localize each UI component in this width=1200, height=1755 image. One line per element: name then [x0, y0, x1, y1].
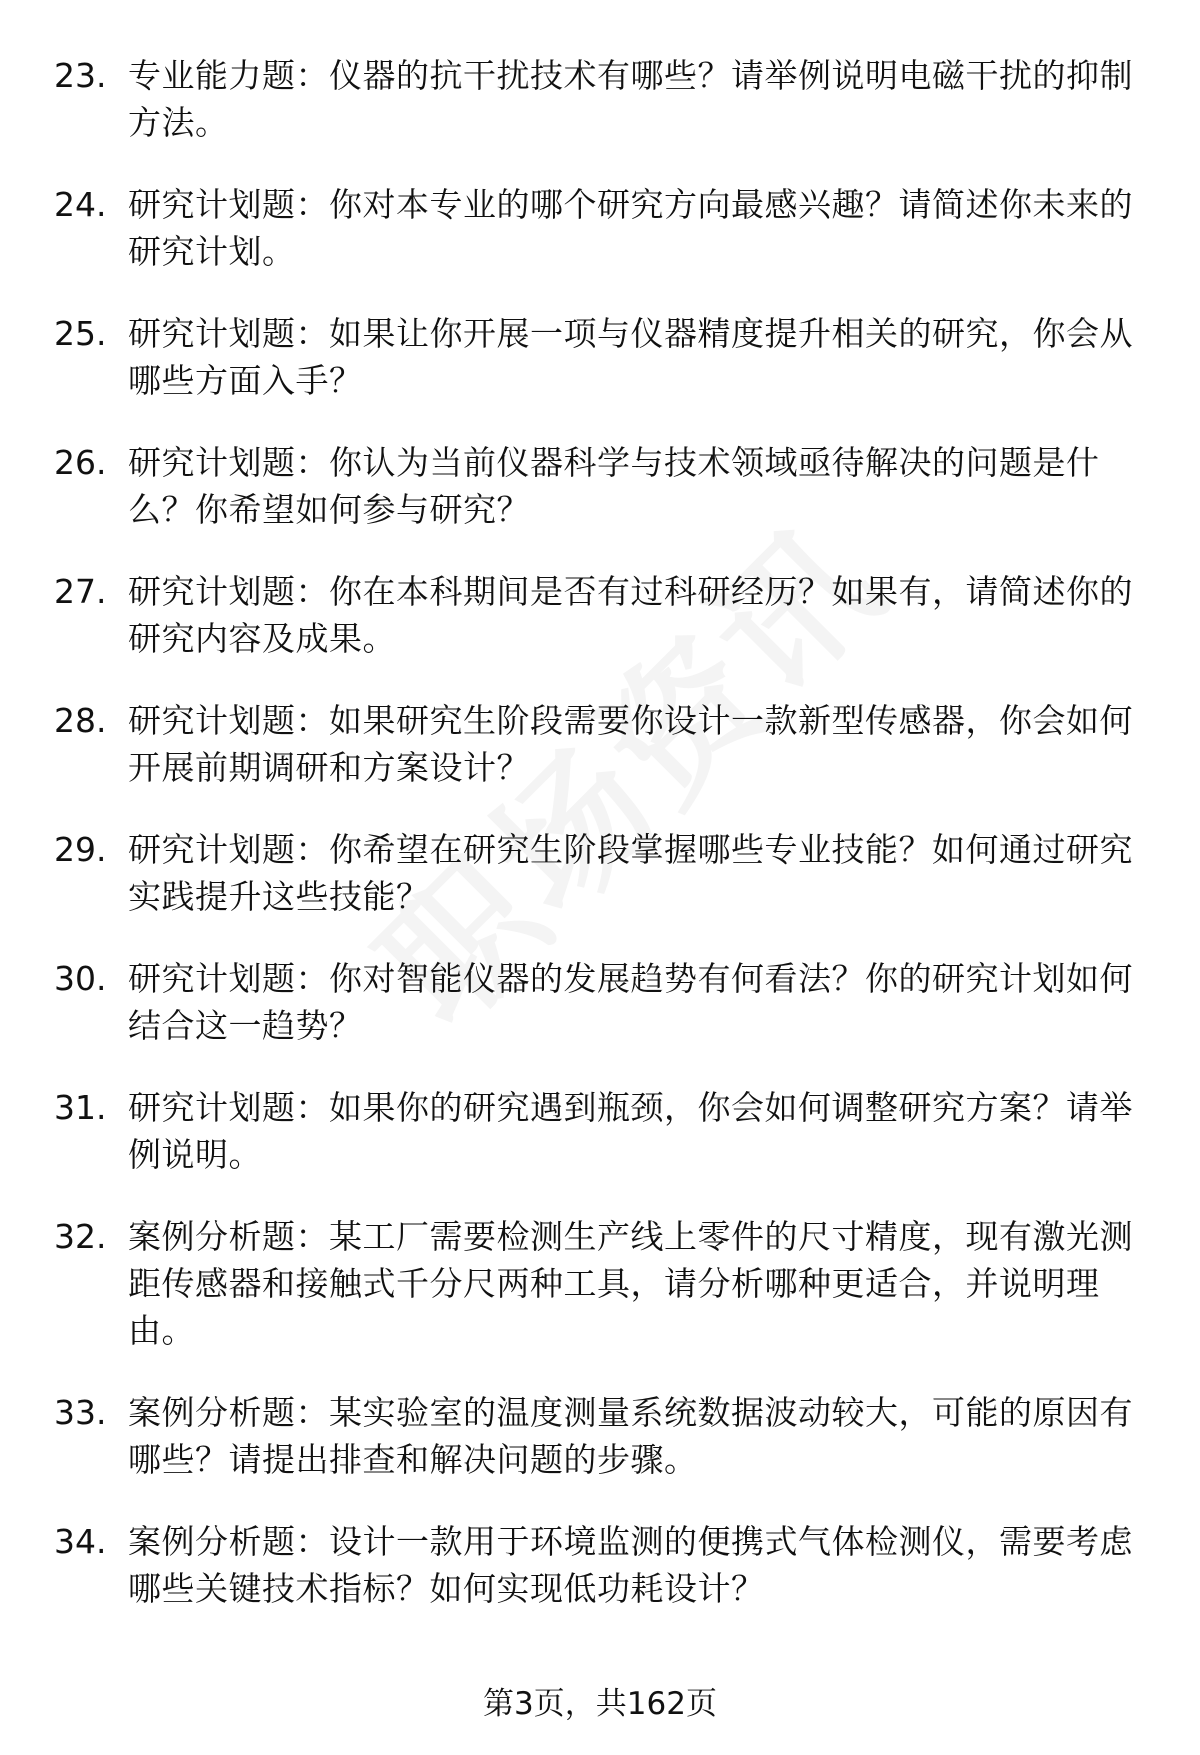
question-text: 研究计划题：你在本科期间是否有过科研经历？如果有，请简述你的研究内容及成果。	[128, 572, 1133, 658]
question-text: 研究计划题：你对智能仪器的发展趋势有何看法？你的研究计划如何结合这一趋势？	[128, 959, 1133, 1045]
question-item	[54, 955, 1144, 1049]
question-number: 26.	[54, 443, 107, 482]
question-item	[54, 697, 1144, 791]
question-number: 27.	[54, 572, 107, 611]
question-item	[54, 439, 1144, 533]
question-text: 研究计划题：如果你的研究遇到瓶颈，你会如何调整研究方案？请举例说明。	[128, 1088, 1133, 1174]
question-text: 案例分析题：某工厂需要检测生产线上零件的尺寸精度，现有激光测距传感器和接触式千分尺两种工具，请分析哪种更适合，并说明理由。	[128, 1217, 1133, 1350]
question-number: 25.	[54, 314, 107, 353]
question-number: 28.	[54, 701, 107, 740]
question-item	[54, 568, 1144, 662]
question-text: 研究计划题：你希望在研究生阶段掌握哪些专业技能？如何通过研究实践提升这些技能？	[128, 830, 1133, 916]
question-text: 研究计划题：你认为当前仪器科学与技术领域亟待解决的问题是什么？你希望如何参与研究？	[128, 443, 1100, 529]
question-number: 24.	[54, 185, 107, 224]
page-number: 第3页，共162页	[483, 1686, 717, 1722]
question-text: 研究计划题：你对本专业的哪个研究方向最感兴趣？请简述你未来的研究计划。	[128, 185, 1133, 271]
question-number: 32.	[54, 1217, 107, 1256]
question-number: 33.	[54, 1393, 107, 1432]
question-item	[54, 1518, 1144, 1612]
page-footer	[0, 1684, 1200, 1724]
question-item	[54, 826, 1144, 920]
question-item	[54, 52, 1144, 146]
question-item	[54, 181, 1144, 275]
question-text: 案例分析题：某实验室的温度测量系统数据波动较大，可能的原因有哪些？请提出排查和解决问题的步骤。	[128, 1393, 1133, 1479]
question-text: 研究计划题：如果让你开展一项与仪器精度提升相关的研究，你会从哪些方面入手？	[128, 314, 1133, 400]
question-item	[54, 1084, 1144, 1178]
question-number: 31.	[54, 1088, 107, 1127]
question-number: 23.	[54, 56, 107, 95]
question-item	[54, 310, 1144, 404]
question-number: 30.	[54, 959, 107, 998]
question-list	[54, 52, 1144, 1647]
question-text: 专业能力题：仪器的抗干扰技术有哪些？请举例说明电磁干扰的抑制方法。	[128, 56, 1133, 142]
question-item	[54, 1213, 1144, 1354]
question-text: 案例分析题：设计一款用于环境监测的便携式气体检测仪，需要考虑哪些关键技术指标？如何实现低功耗设计？	[128, 1522, 1133, 1608]
question-number: 29.	[54, 830, 107, 869]
question-number: 34.	[54, 1522, 107, 1561]
question-text: 研究计划题：如果研究生阶段需要你设计一款新型传感器，你会如何开展前期调研和方案设计？	[128, 701, 1133, 787]
question-item	[54, 1389, 1144, 1483]
